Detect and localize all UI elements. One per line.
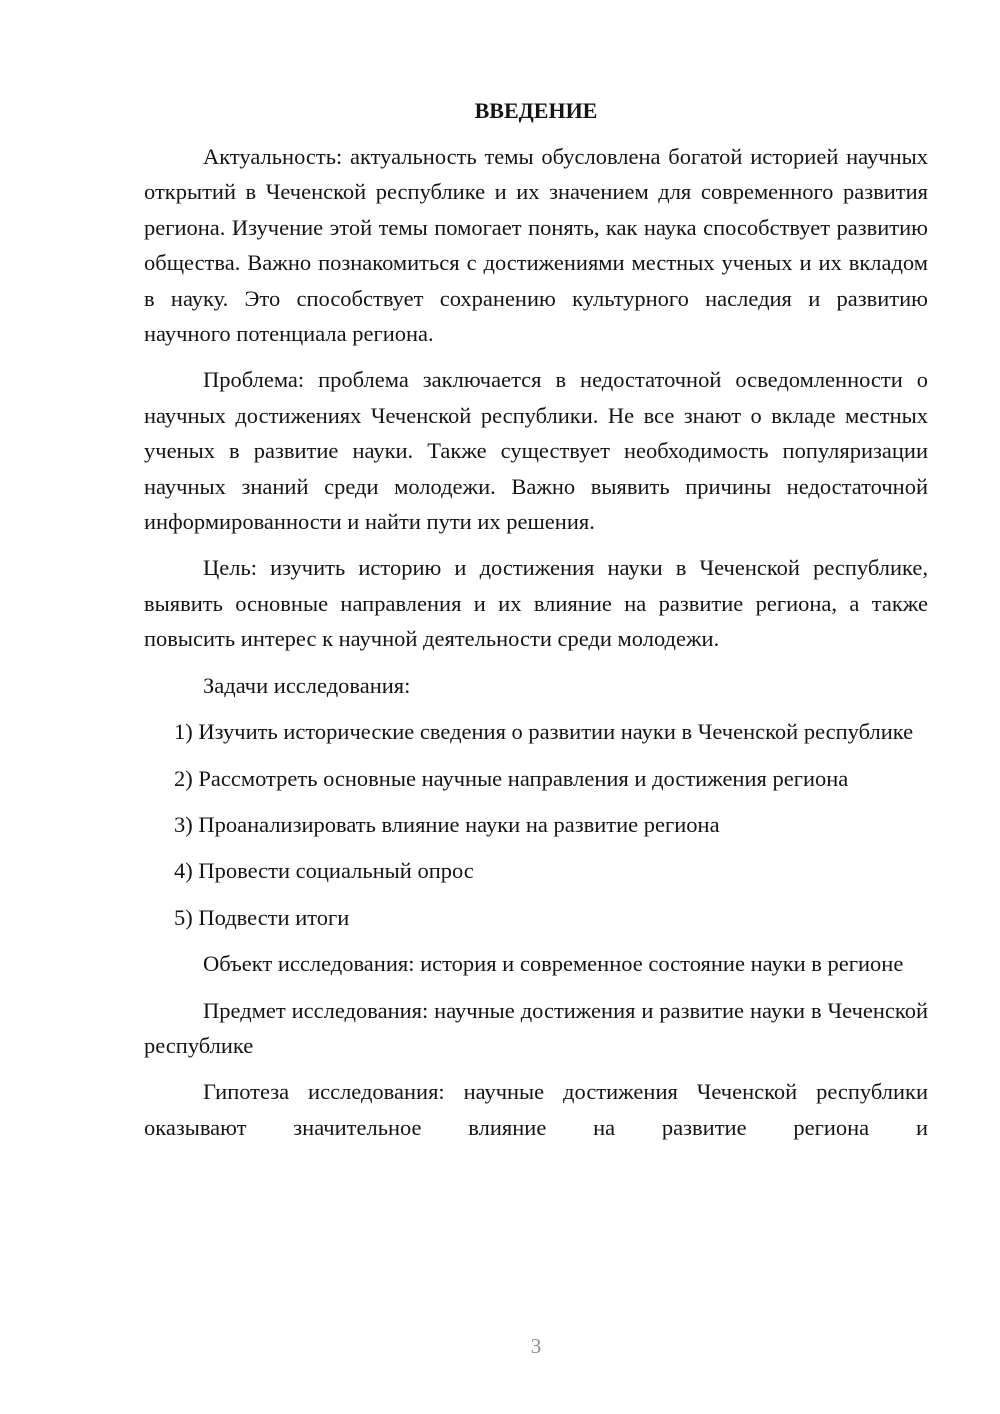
- task-item-2: 2) Рассмотреть основные научные направления и достижения региона: [174, 765, 849, 791]
- page-content: [144, 96, 928, 1145]
- task-item-1: 1) Изучить исторические сведения о развитии науки в Чеченской республике: [174, 719, 914, 745]
- problem-paragraph: Проблема: проблема заключается в недостаточной осведомленности о научных достижениях Чеченской республики. Не все знают о вкладе местных ученых в развитие науки. Также существует необходимость популяризации научных знаний среди молодежи. Важно выявить причины недостаточной информированности и найти пути их решения.: [144, 367, 928, 535]
- goal-paragraph: Цель: изучить историю и достижения науки в Чеченской республике, выявить основные направления и их влияние на развитие региона, а также повысить интерес к научной деятельности среди молодежи.: [144, 555, 928, 652]
- task-item-3: 3) Проанализировать влияние науки на развитие региона: [174, 811, 720, 837]
- task-item-4: 4) Провести социальный опрос: [174, 858, 474, 884]
- section-title: ВВЕДЕНИЕ: [474, 98, 598, 123]
- hypothesis-paragraph: Гипотеза исследования: научные достижения Чеченской республики оказывают значительное влияние на развитие региона и: [144, 1079, 928, 1140]
- task-item-5: 5) Подвести итоги: [174, 904, 350, 930]
- object-paragraph: Объект исследования: история и современное состояние науки в регионе: [203, 951, 904, 977]
- tasks-heading: Задачи исследования:: [203, 672, 411, 698]
- subject-paragraph: Предмет исследования: научные достижения и развитие науки в Чеченской республике: [144, 997, 928, 1058]
- page-number: 3: [530, 1334, 542, 1358]
- relevance-paragraph: Актуальность: актуальность темы обусловлена богатой историей научных открытий в Чеченской республике и их значением для современного развития региона. Изучение этой темы помогает понять, как наука способствует развитию общества. Важно познакомиться с достижениями местных ученых и их вкладом в науку. Это способствует сохранению культурного наследия и развитию научного потенциала региона.: [144, 144, 928, 347]
